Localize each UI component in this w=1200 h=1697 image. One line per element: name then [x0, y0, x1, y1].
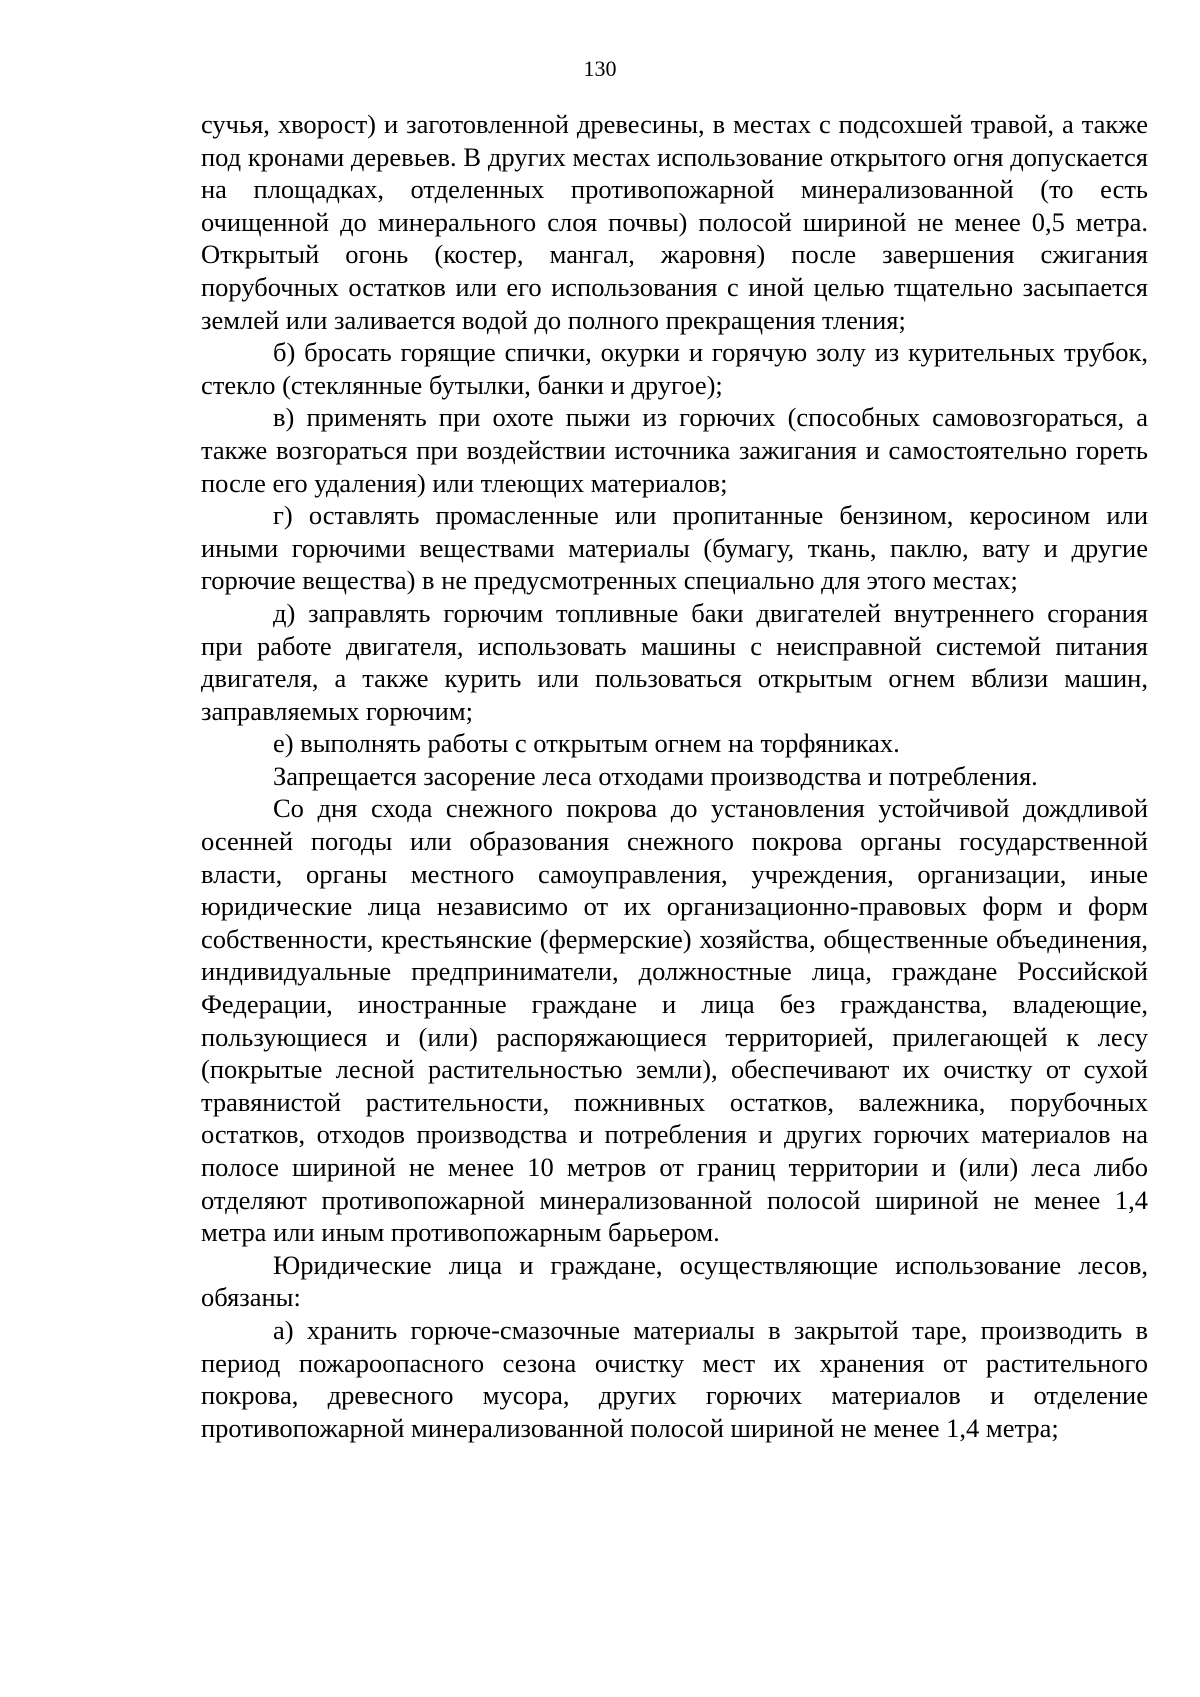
paragraph-clearing-obligation: Со дня схода снежного покрова до установления устойчивой дождливой осенней погоды или образования снежного покрова органы государственной власти, органы местного самоуправления, учреждения, организации, иные юридические лица независимо от их организационно-правовых форм и форм собственности, крестьянские (фермерские) хозяйства, общественные объединения, индивидуальные предприниматели, должностные лица, граждане Российской Федерации, иностранные граждане и лица без гражданства, владеющие, пользующиеся и (или) распоряжающиеся территорией, прилегающей к лесу (покрытые лесной растительностью земли), обеспечивают их очистку от сухой травянистой растительности, пожнивных остатков, валежника, порубочных остатков, отходов производства и потребления и других горючих материалов на полосе шириной не менее 10 метров от границ территории и (или) леса либо отделяют противопожарной минерализованной полосой шириной не менее 1,4 метра или иным противопожарным барьером.	[201, 793, 1148, 1248]
paragraph-item-e: е) выполнять работы с открытым огнем на торфяниках.	[273, 728, 900, 759]
paragraph-item-a: а) хранить горюче-смазочные материалы в закрытой таре, производить в период пожароопасного сезона очистку мест их хранения от растительного покрова, древесного мусора, других горючих материалов и отделение противопожарной минерализованной полосой шириной не менее 1,4 метра;	[201, 1314, 1148, 1443]
paragraph-item-v: в) применять при охоте пыжи из горючих (способных самовозгораться, а также возгораться при воздействии источника зажигания и самостоятельно гореть после его удаления) или тлеющих материалов;	[201, 402, 1148, 498]
paragraph-item-d: д) заправлять горючим топливные баки двигателей внутреннего сгорания при работе двигателя, использовать машины с неисправной системой питания двигателя, а также курить или пользоваться открытым огнем вблизи машин, заправляемых горючим;	[201, 597, 1148, 726]
paragraph-prohibition: Запрещается засорение леса отходами производства и потребления.	[273, 760, 1038, 791]
document-body	[201, 108, 1148, 1444]
page-number: 130	[583, 56, 617, 81]
paragraph-item-b: б) бросать горящие спички, окурки и горячую золу из курительных трубок, стекло (стеклянные бутылки, банки и другое);	[201, 337, 1148, 400]
paragraph-item-g: г) оставлять промасленные или пропитанные бензином, керосином или иными горючими веществами материалы (бумагу, ткань, паклю, вату и другие горючие вещества) в не предусмотренных специально для этого местах;	[201, 500, 1148, 596]
paragraph-obligations-intro: Юридические лица и граждане, осуществляющие использование лесов, обязаны:	[201, 1249, 1148, 1313]
paragraph-continuation: сучья, хворост) и заготовленной древесины, в местах с подсохшей травой, а также под кронами деревьев. В других местах использование открытого огня допускается на площадках, отделенных противопожарной минерализованной (то есть очищенной до минерального слоя почвы) полосой шириной не менее 0,5 метра. Открытый огонь (костер, мангал, жаровня) после завершения сжигания порубочных остатков или его использования с иной целью тщательно засыпается землей или заливается водой до полного прекращения тления;	[201, 109, 1148, 335]
